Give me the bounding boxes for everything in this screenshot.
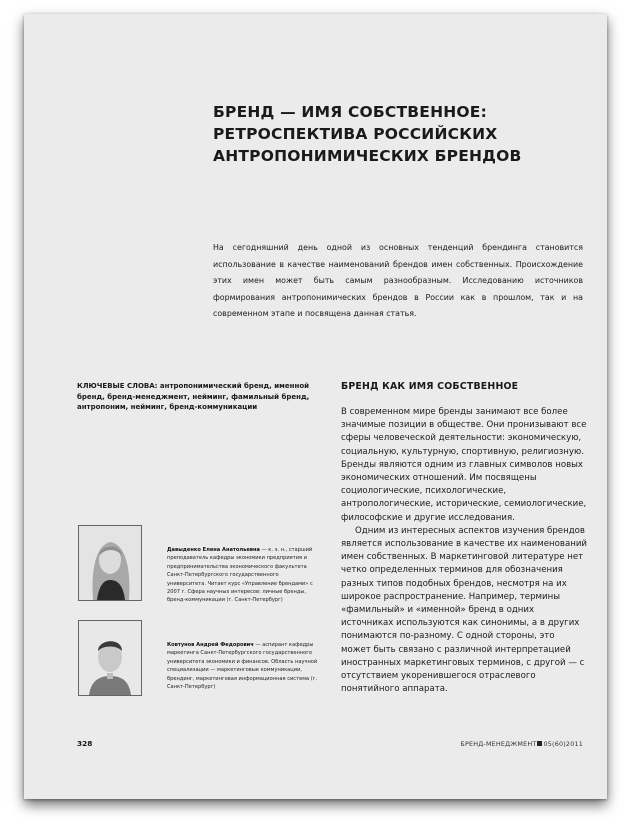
- author-description: — к. э. н., старший преподаватель кафедры экономики предприятия и предпринимательства экономического факультета Санкт-Петербургского государственного университета. Читает курс «Управление брендами» с 2007 г. Сфера научных интересов: личные бренды, бренд-коммуникации (г. Санкт-Петербург): [167, 547, 313, 604]
- square-separator-icon: [537, 741, 542, 746]
- journal-issue: 05(60)2011: [543, 740, 583, 748]
- body-paragraph: Одним из интересных аспектов изучения брендов является использование в качестве их наименований имен собственных. В маркетинговой литературе нет четко определенных терминов для обозначения разных типов подобных брендов, несмотря на их широкое распространение. Например, термины «фамильный» и «именной» бренд в одних источниках используются как синонимы, а в других понимаются по-разному. С одной стороны, это может быть связано с различной интерпретацией иностранных маркетинговых терминов, с другой — с отсутствием укоренившегося отраслевого понятийного аппарата.: [341, 525, 588, 695]
- author-bio: [167, 641, 319, 691]
- author-photo-male: [78, 620, 142, 696]
- portrait-image: [79, 526, 141, 600]
- journal-footer: [460, 740, 583, 748]
- portrait-image: [79, 621, 141, 695]
- author-name: Ковтунов Андрей Федорович: [167, 642, 254, 648]
- journal-page: [24, 14, 607, 799]
- page-number: 328: [77, 739, 93, 748]
- journal-name: БРЕНД-МЕНЕДЖМЕНТ: [460, 740, 537, 748]
- article-abstract: На сегодняшний день одной из основных тенденций брендинга становится использование в качестве наименований брендов имен собственных. Происхождение этих имен может быть самым разнообразным. Исследованию источников формирования антропонимических брендов в России как в прошлом, так и на современном этапе и посвящена данная статья.: [213, 243, 583, 319]
- article-title: БРЕНД — ИМЯ СОБСТВЕННОЕ: РЕТРОСПЕКТИВА РОССИЙСКИХ АНТРОПОНИМИЧЕСКИХ БРЕНДОВ: [213, 103, 522, 165]
- author-description: — аспирант кафедры маркетинга Санкт-Петербургского государственного университета экономики и финансов. Область научной специализации — маркетинговые коммуникации, брендинг, маркетинговая информационная система (г. Санкт-Петербург): [167, 642, 318, 691]
- article-body: [341, 406, 587, 696]
- author-bio: [167, 546, 319, 605]
- keywords: КЛЮЧЕВЫЕ СЛОВА: антропонимический бренд, именной бренд, бренд-менеджмент, нейминг, фамильный бренд, антропоним, нейминг, бренд-коммуникации: [77, 382, 310, 411]
- section-heading: БРЕНД КАК ИМЯ СОБСТВЕННОЕ: [341, 381, 519, 392]
- author-name: Давыденко Елена Анатольевна: [167, 547, 260, 553]
- author-photo-female: [78, 525, 142, 601]
- body-paragraph: В современном мире бренды занимают все более значимые позиции в обществе. Они пронизывают все сферы человеческой деятельности: экономическую, социальную, культурную, спортивную, религиозную. Бренды являются одним из главных символов новых экономических отношений. Им посвящены социологические, психологические, антропологические, исторические, семиологические, философские и другие исследования.: [341, 407, 587, 523]
